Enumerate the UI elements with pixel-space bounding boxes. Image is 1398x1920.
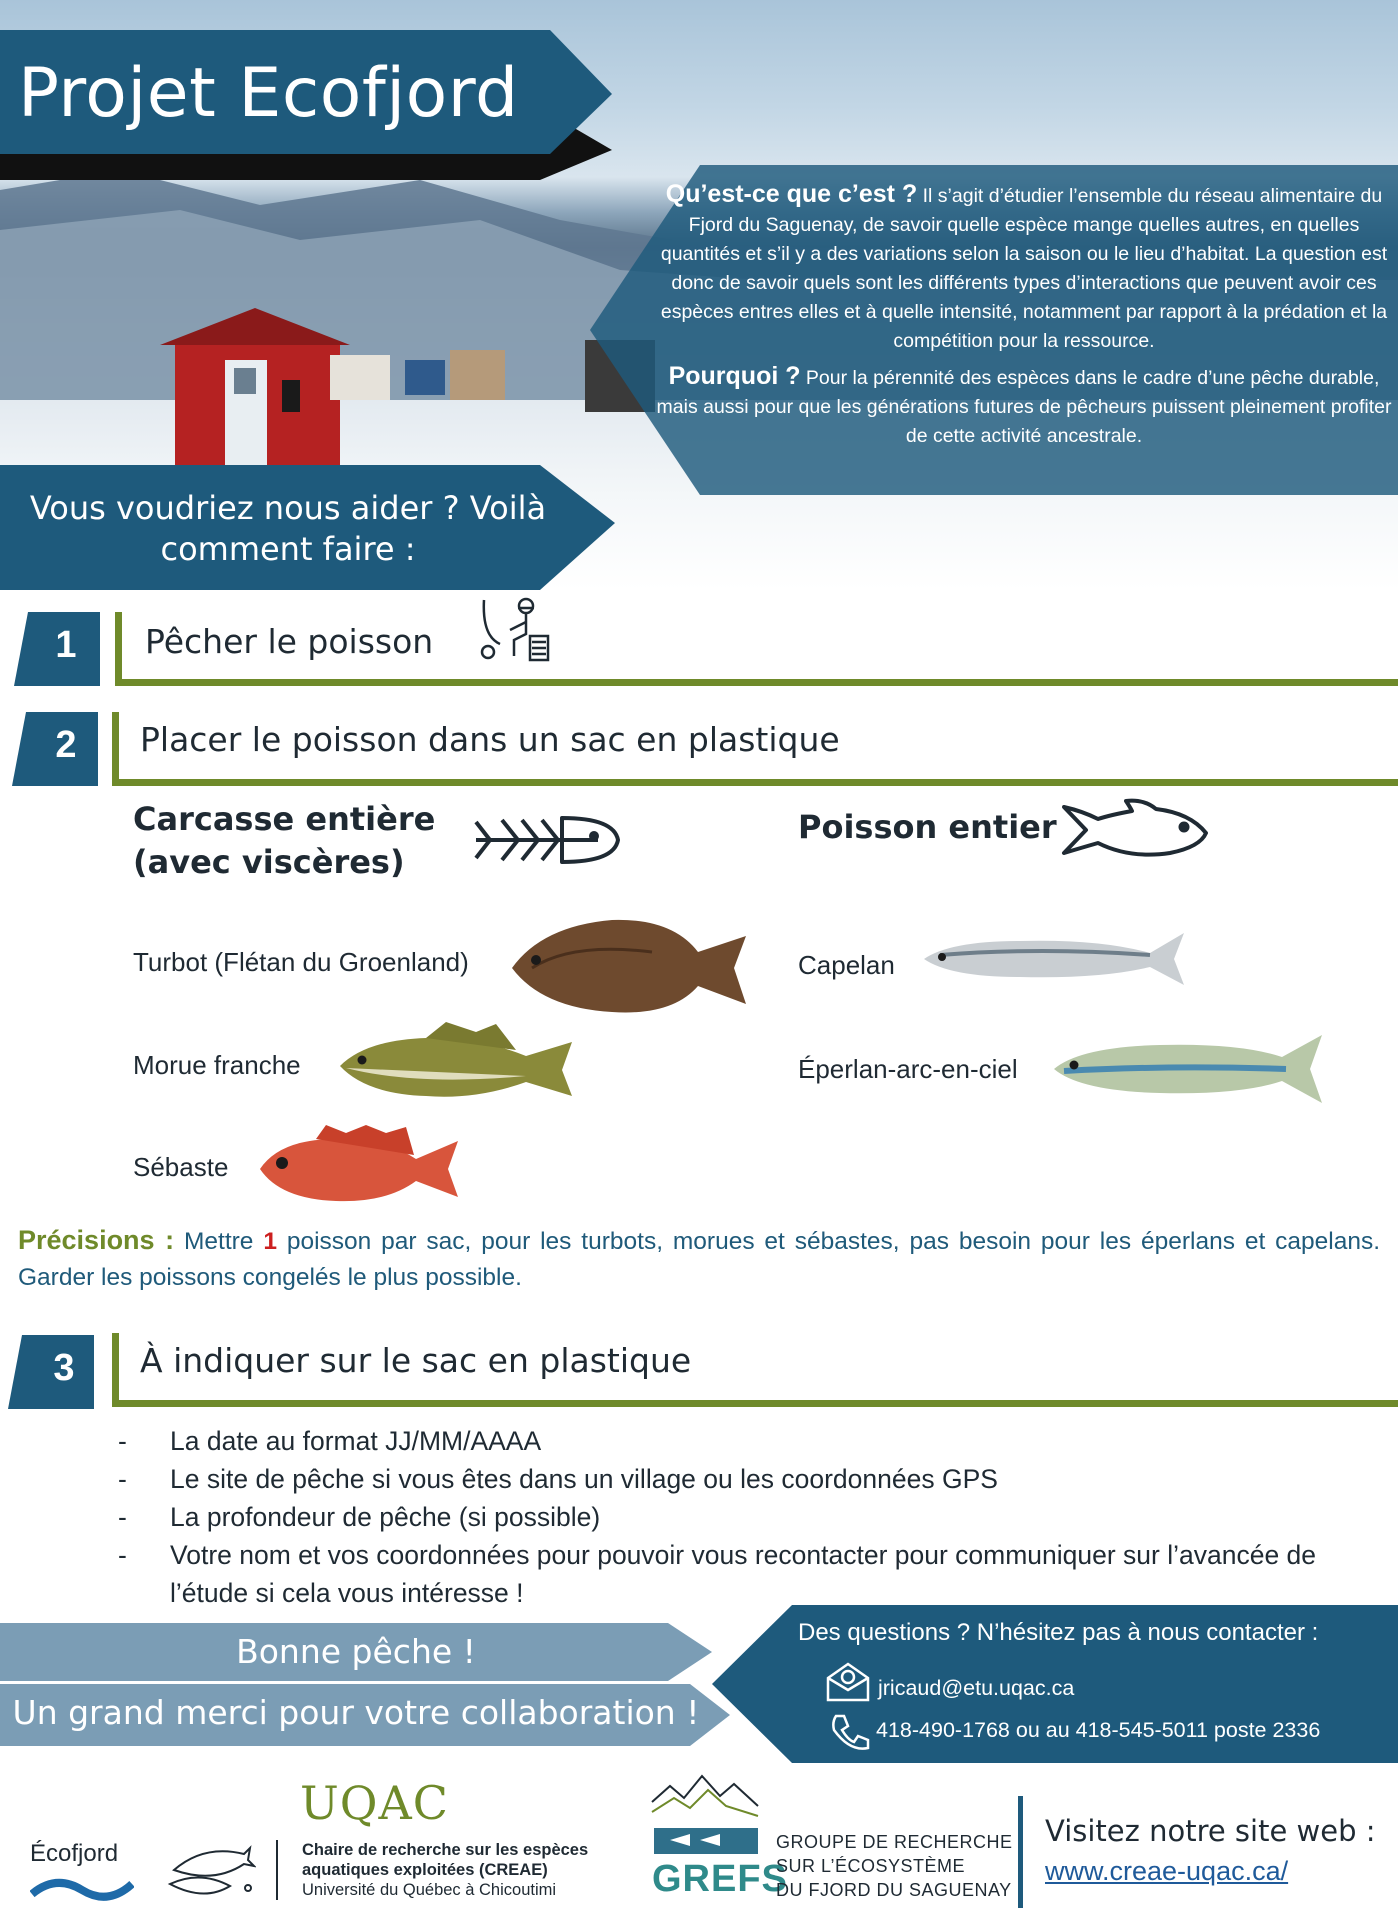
email-link[interactable]: jricaud@etu.uqac.ca bbox=[878, 1676, 1075, 1700]
page-title: Projet Ecofjord bbox=[18, 54, 519, 133]
what-text: Il s’agit d’étudier l’ensemble du réseau alimentaire du Fjord du Saguenay, de savoir quelle espèce mange quelles autres, en quelles quantités et s’il y a des variations selon la saison ou le lieu d’habitat. La question est donc de savoir quels sont les différents types d’interactions que peuvent avoir ces espèces entres elles et à quelle intensité, notamment par rapport à la prédation et la compétition pour la ressource. bbox=[660, 185, 1388, 352]
logo-divider bbox=[276, 1840, 278, 1900]
step-3-number: 3 bbox=[53, 1347, 75, 1389]
phone-number: 418-490-1768 ou au 418-545-5011 poste 2336 bbox=[876, 1718, 1321, 1742]
email-icon bbox=[826, 1660, 870, 1702]
step-3-title: À indiquer sur le sac en plastique bbox=[140, 1341, 692, 1380]
whole-fish-heading: Poisson entier bbox=[798, 808, 1057, 846]
website-separator bbox=[1018, 1796, 1023, 1908]
help-text bbox=[18, 488, 558, 570]
carcass-heading-line-2: (avec viscères) bbox=[133, 843, 405, 881]
why-text: Pour la pérennité des espèces dans le cadre d’une pêche durable, mais aussi pour que les générations futures de pêcheurs puissent pleinement profiter de cette activité ancestrale. bbox=[656, 367, 1392, 447]
why-label: Pourquoi ? bbox=[668, 362, 801, 390]
step-2-title: Placer le poisson dans un sac en plastique bbox=[140, 720, 840, 759]
fish-label-capelan: Capelan bbox=[798, 950, 895, 980]
fish-label-turbot: Turbot (Flétan du Groenland) bbox=[133, 947, 469, 977]
redfish-illustration bbox=[256, 1125, 462, 1207]
smelt-illustration bbox=[1050, 1025, 1326, 1115]
creae-line-1: Chaire de recherche sur les espèces bbox=[302, 1841, 589, 1859]
contact-heading: Des questions ? N’hésitez pas à nous contacter : bbox=[798, 1619, 1319, 1646]
cod-illustration bbox=[336, 1020, 576, 1112]
bonne-peche-text: Bonne pêche ! bbox=[236, 1632, 476, 1671]
website-label: Visitez notre site web : bbox=[1045, 1814, 1376, 1848]
turbot-illustration bbox=[502, 912, 750, 1020]
phone-icon bbox=[830, 1712, 870, 1752]
whole-fish-icon bbox=[1060, 795, 1210, 865]
grefs-line-1: GROUPE DE RECHERCHE bbox=[776, 1832, 1013, 1852]
creae-line-3: Université du Québec à Chicoutimi bbox=[302, 1881, 557, 1899]
capelin-illustration bbox=[920, 925, 1188, 991]
precision-paragraph bbox=[18, 1222, 1380, 1296]
grefs-emblem bbox=[650, 1772, 760, 1860]
grefs-logo: GREFS bbox=[652, 1858, 788, 1900]
fish-label-morue: Morue franche bbox=[133, 1050, 301, 1080]
creae-line-2: aquatiques exploitées (CREAE) bbox=[302, 1861, 548, 1879]
list-item: - La profondeur de pêche (si possible) bbox=[118, 1498, 1358, 1536]
carcass-heading bbox=[133, 798, 435, 884]
list-item: - Le site de pêche si vous êtes dans un village ou les coordonnées GPS bbox=[118, 1460, 1358, 1498]
help-line-2: comment faire : bbox=[160, 530, 416, 568]
fisherman-icon bbox=[480, 596, 552, 664]
step-2-number: 2 bbox=[55, 724, 77, 766]
step-1-number: 1 bbox=[55, 624, 77, 666]
fish-skeleton-icon bbox=[474, 812, 620, 868]
what-label: Qu’est-ce que c’est ? bbox=[665, 180, 918, 208]
creae-text bbox=[302, 1840, 588, 1900]
ecofjord-wave-logo bbox=[30, 1872, 134, 1906]
grefs-line-3: DU FJORD DU SAGUENAY bbox=[776, 1880, 1012, 1900]
ecofjord-logo-text: Écofjord bbox=[30, 1840, 119, 1867]
grefs-line-2: SUR L’ÉCOSYSTÈME bbox=[776, 1856, 966, 1876]
ice-huts-distant bbox=[320, 340, 580, 420]
creae-fish-logo bbox=[164, 1840, 256, 1906]
list-item: - La date au format JJ/MM/AAAA bbox=[118, 1422, 1358, 1460]
step-1-title: Pêcher le poisson bbox=[145, 622, 434, 661]
precision-after: poisson par sac, pour les turbots, morues et sébastes, pas besoin pour les éperlans et capelans. Garder les poissons congelés le plus possible. bbox=[18, 1228, 1381, 1291]
list-item: - Votre nom et vos coordonnées pour pouvoir vous recontacter pour communiquer sur l’avancée de l’étude si cela vous intéresse ! bbox=[118, 1536, 1358, 1612]
website-link[interactable]: www.creae-uqac.ca/ bbox=[1045, 1856, 1289, 1886]
merci-text: Un grand merci pour votre collaboration ! bbox=[12, 1693, 700, 1732]
precision-before: Mettre bbox=[184, 1228, 254, 1255]
uqac-logo: UQAC bbox=[300, 1776, 449, 1830]
help-line-1: Vous voudriez nous aider ? Voilà bbox=[29, 489, 547, 527]
precision-label: Précisions : bbox=[18, 1225, 175, 1255]
grefs-text bbox=[776, 1830, 1013, 1902]
fish-label-sebaste: Sébaste bbox=[133, 1152, 229, 1182]
fish-label-eperlan: Éperlan-arc-en-ciel bbox=[798, 1054, 1018, 1084]
precision-number: 1 bbox=[263, 1228, 277, 1255]
carcass-heading-line-1: Carcasse entière bbox=[133, 800, 436, 838]
label-instructions-list bbox=[118, 1422, 1358, 1612]
intro-text bbox=[656, 180, 1392, 451]
